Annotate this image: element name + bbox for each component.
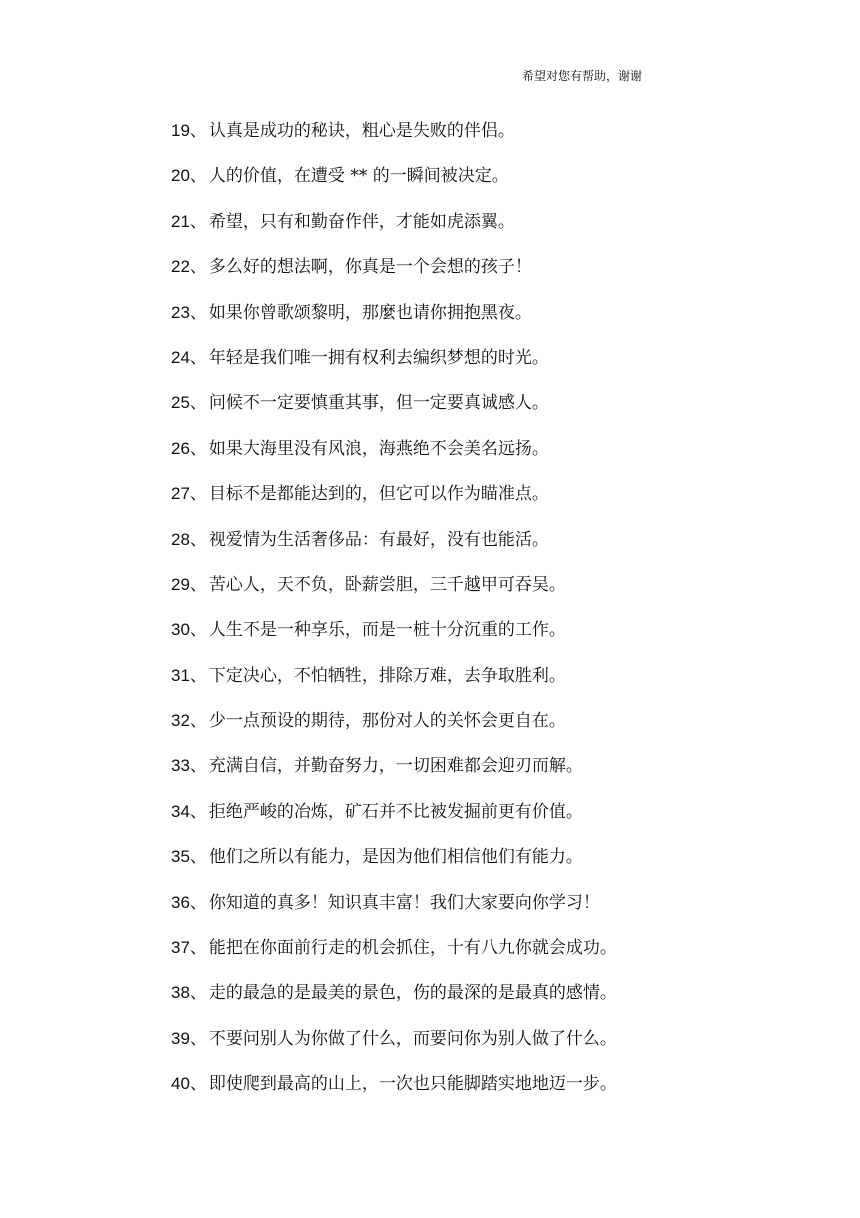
item-separator: 、 bbox=[189, 983, 207, 1004]
item-number: 27 bbox=[171, 484, 190, 504]
item-number: 22 bbox=[171, 257, 190, 277]
list-item bbox=[171, 163, 617, 208]
list-item bbox=[171, 300, 617, 345]
item-text: 走的最急的是最美的景色，伤的最深的是最真的感情。 bbox=[208, 983, 617, 1004]
item-text: 问候不一定要慎重其事，但一定要真诚感人。 bbox=[208, 393, 549, 414]
item-separator: 、 bbox=[189, 665, 207, 686]
item-text: 你知道的真多！知识真丰富！我们大家要向你学习！ bbox=[208, 892, 600, 913]
item-number: 35 bbox=[171, 847, 190, 867]
item-number: 36 bbox=[171, 892, 190, 912]
item-text: 视爱情为生活奢侈品：有最好，没有也能活。 bbox=[208, 529, 549, 550]
list-item bbox=[171, 527, 617, 572]
list-item bbox=[171, 209, 617, 254]
item-separator: 、 bbox=[189, 756, 207, 777]
item-number: 21 bbox=[171, 211, 190, 231]
item-separator: 、 bbox=[189, 1028, 207, 1049]
item-number: 33 bbox=[171, 756, 190, 776]
item-text: 充满自信，并勤奋努力，一切困难都会迎刃而解。 bbox=[208, 756, 583, 777]
list-item bbox=[171, 481, 617, 526]
item-separator: 、 bbox=[189, 892, 207, 913]
item-separator: 、 bbox=[189, 347, 207, 368]
item-number: 30 bbox=[171, 620, 190, 640]
item-text: 人生不是一种享乐，而是一桩十分沉重的工作。 bbox=[208, 620, 566, 641]
item-text: 拒绝严峻的冶炼，矿石并不比被发掘前更有价值。 bbox=[208, 801, 583, 822]
list-item bbox=[171, 753, 617, 798]
item-number: 40 bbox=[171, 1074, 190, 1094]
item-number: 23 bbox=[171, 302, 190, 322]
quote-list bbox=[171, 118, 617, 1117]
item-text: 能把在你面前行走的机会抓住，十有八九你就会成功。 bbox=[208, 938, 617, 959]
item-number: 28 bbox=[171, 529, 190, 549]
list-item bbox=[171, 890, 617, 935]
item-number: 34 bbox=[171, 801, 190, 821]
list-item bbox=[171, 844, 617, 889]
item-number: 31 bbox=[171, 665, 190, 685]
list-item bbox=[171, 980, 617, 1025]
list-item bbox=[171, 436, 617, 481]
page-header: 希望对您有帮助，谢谢 bbox=[521, 69, 642, 83]
list-item bbox=[171, 1071, 617, 1116]
list-item bbox=[171, 663, 617, 708]
item-separator: 、 bbox=[189, 847, 207, 868]
item-separator: 、 bbox=[189, 438, 207, 459]
list-item bbox=[171, 345, 617, 390]
list-item bbox=[171, 935, 617, 980]
item-number: 19 bbox=[171, 121, 190, 140]
list-item bbox=[171, 572, 617, 617]
item-text: 如果大海里没有风浪，海燕绝不会美名远扬。 bbox=[208, 438, 549, 459]
item-separator: 、 bbox=[189, 393, 207, 414]
item-text: 多么好的想法啊，你真是一个会想的孩子！ bbox=[208, 257, 532, 278]
item-separator: 、 bbox=[189, 1074, 207, 1095]
list-item bbox=[171, 708, 617, 753]
item-separator: 、 bbox=[189, 484, 207, 505]
item-text: 少一点预设的期待，那份对人的关怀会更自在。 bbox=[208, 711, 566, 732]
item-separator: 、 bbox=[189, 166, 207, 187]
item-text: 认真是成功的秘诀，粗心是失败的伴侣。 bbox=[208, 121, 515, 141]
item-number: 39 bbox=[171, 1028, 190, 1048]
item-text: 人的价值，在遭受 ** 的一瞬间被决定。 bbox=[208, 166, 509, 187]
list-item bbox=[171, 1026, 617, 1071]
item-text: 不要问别人为你做了什么，而要问你为别人做了什么。 bbox=[208, 1028, 617, 1049]
item-separator: 、 bbox=[189, 302, 207, 323]
list-item bbox=[171, 390, 617, 435]
item-number: 32 bbox=[171, 711, 190, 731]
item-text: 如果你曾歌颂黎明，那麼也请你拥抱黑夜。 bbox=[208, 302, 532, 323]
item-separator: 、 bbox=[189, 711, 207, 732]
item-separator: 、 bbox=[189, 121, 207, 141]
item-text: 即使爬到最高的山上，一次也只能脚踏实地地迈一步。 bbox=[208, 1074, 617, 1095]
item-text: 下定决心，不怕牺牲，排除万难，去争取胜利。 bbox=[208, 665, 566, 686]
item-separator: 、 bbox=[189, 938, 207, 959]
item-separator: 、 bbox=[189, 620, 207, 641]
list-item bbox=[171, 799, 617, 844]
item-text: 目标不是都能达到的，但它可以作为瞄准点。 bbox=[208, 484, 549, 505]
item-number: 29 bbox=[171, 574, 190, 594]
item-separator: 、 bbox=[189, 801, 207, 822]
item-separator: 、 bbox=[189, 529, 207, 550]
item-text: 希望，只有和勤奋作伴，才能如虎添翼。 bbox=[208, 211, 515, 232]
item-text: 年轻是我们唯一拥有权利去编织梦想的时光。 bbox=[208, 347, 549, 368]
list-item bbox=[171, 118, 617, 163]
item-number: 25 bbox=[171, 393, 190, 413]
item-text: 他们之所以有能力，是因为他们相信他们有能力。 bbox=[208, 847, 583, 868]
list-item bbox=[171, 254, 617, 299]
item-number: 37 bbox=[171, 938, 190, 958]
item-number: 38 bbox=[171, 983, 190, 1003]
item-number: 24 bbox=[171, 347, 190, 367]
item-separator: 、 bbox=[189, 257, 207, 278]
item-text: 苦心人，天不负，卧薪尝胆，三千越甲可吞吴。 bbox=[208, 574, 566, 595]
item-number: 26 bbox=[171, 438, 190, 458]
item-separator: 、 bbox=[189, 211, 207, 232]
item-number: 20 bbox=[171, 166, 190, 186]
item-separator: 、 bbox=[189, 574, 207, 595]
list-item bbox=[171, 617, 617, 662]
